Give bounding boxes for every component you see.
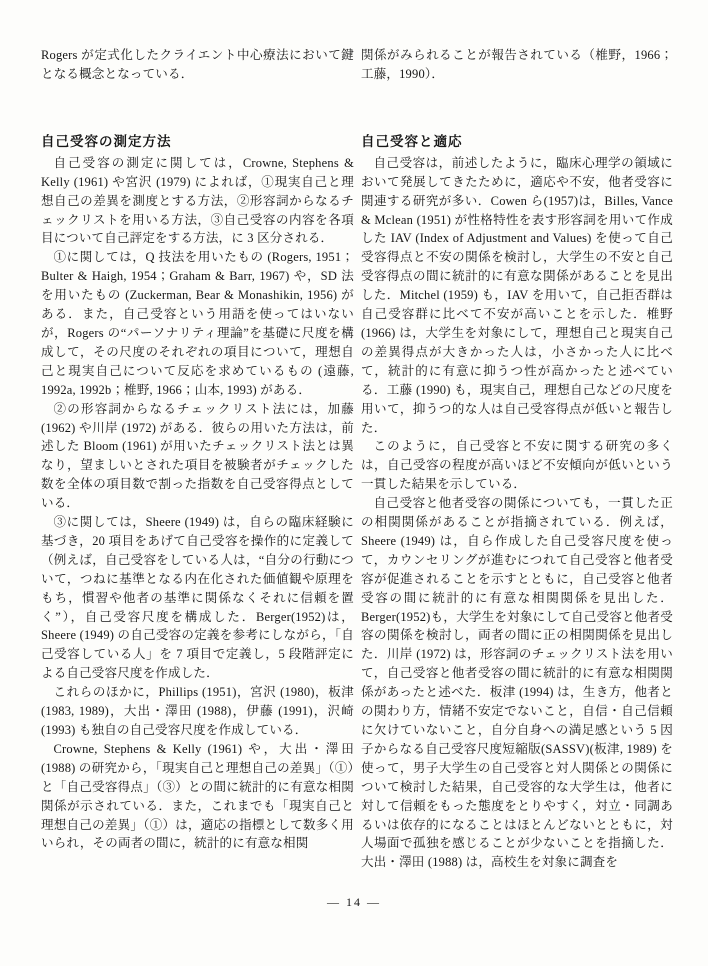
body-paragraph: これらのほかに，Phillips (1951)，宮沢 (1980)，板津 (1983, 1989)，大出・澤田 (1988)，伊藤 (1991)，沢崎 (1993) も独自の自己受容尺度を作成している． <box>41 685 354 737</box>
body-paragraph: 自己受容は，前述したように，臨床心理学の領域において発展してきたために，適応や不安，他者受容に関連する研究が多い．Cowen ら(1957)は，Billes, Vance & Mclean (1951) が性格特性を表す形容詞を用いて作成した IAV (Index of Adjustment and Values) を使って自己受容得点と不安の関係を検討し，大学生の不安と自己受容得点の間に統計的に有意な関係があることを見出した．Mitchel (1959) も，IAV を用いて，自己拒否群は自己受容群に比べて不安が高いことを示した．椎野 (1966) は，大学生を対象にして，理想自己と現実自己の差異得点が大きかった人は，小さかった人に比べて，統計的に有意に抑うつ性が高かったと述べている．工藤 (1990) も，現実自己，理想自己などの尺度を用いて，抑うつ的な人は自己受容得点が低いと報告した． <box>361 155 673 435</box>
section-heading-adjustment: 自己受容と適応 <box>361 133 463 149</box>
continued-paragraph: Rogers が定式化したクライエント中心療法において鍵となる概念となっている． <box>41 48 354 81</box>
body-paragraph: ②の形容詞からなるチェックリスト法には，加藤 (1962) や川岸 (1972) がある．彼らの用いた方法は，前述した Bloom (1961) が用いたチェックリスト法とは異なり，望ましいとされた項目を被験者がチェックした数を全体の項目数で割った指数を自己受容得点としている． <box>41 401 354 511</box>
body-paragraph: このように，自己受容と不安に関する研究の多くは，自己受容の程度が高いほど不安傾向が低いという一貫した結果を示している． <box>361 439 673 492</box>
section-heading-measurement: 自己受容の測定方法 <box>41 133 172 149</box>
body-paragraph: ③に関しては，Sheere (1949) は，自らの臨床経験に基づき，20 項目をあげて自己受容を操作的に定義して（例えば，自己受容をしている人は，“自分の行動について，つねに基準となる内在化された価値観や原理をもち，慣習や他者の基準に関係なくそれに信頼を置く”），自己受容尺度を構成した．Berger(1952)は，Sheere (1949) の自己受容の定義を参考にしながら，「自己受容している人」を 7 項目で定義し，5 段階評定による自己受容尺度を作成した． <box>41 515 354 681</box>
right-column <box>361 46 673 872</box>
body-paragraph: 自己受容の測定に関しては，Crowne, Stephens & Kelly (1961) や宮沢 (1979) によれば，①現実自己と理想自己の差異を測度とする方法，②形容詞からなるチェックリストを用いる方法，③自己受容の内容を各項目について自己評定をする方法，に 3 区分される． <box>41 155 354 246</box>
body-paragraph: Crowne, Stephens & Kelly (1961) や，大出・澤田 (1988) の研究から，「現実自己と理想自己の差異」（①）と「自己受容得点」（③）との間に統計的に有意な相関関係が示されている．また，これまでも「現実自己と理想自己の差異」（①）は，適応の指標として数多く用いられ，その両者の間に，統計的に有意な相関 <box>41 741 354 851</box>
continued-paragraph: 関係がみられることが報告されている（椎野，1966；工藤，1990）． <box>361 48 673 81</box>
left-column <box>41 46 354 853</box>
body-paragraph: ①に関しては，Q 技法を用いたもの (Rogers, 1951；Bulter & Haigh, 1954；Graham & Barr, 1967) や，SD 法を用いたもの (Zuckerman, Bear & Monashikin, 1956) がある．また，自己受容という用語を使ってはいないが，Rogers の“パーソナリティ理論”を基礎に尺度を構成して，その尺度のそれぞれの項目について，理想自己と現実自己について反応を求めているもの (遠藤, 1992a, 1992b；椎野, 1966；山本, 1993) がある． <box>41 250 354 397</box>
body-paragraph: 自己受容と他者受容の関係についても，一貫した正の相関関係があることが指摘されている．例えば，Sheere (1949) は，自ら作成した自己受容尺度を使って，カウンセリングが進むにつれて自己受容と他者受容が促進されることを示すとともに，自己受容と他者受容の間に統計的に有意な相関関係を見出した．Berger(1952)も，大学生を対象にして自己受容と他者受容の関係を検討し，両者の間に正の相関関係を見出した．川岸 (1972) は，形容詞のチェックリスト法を用いて，自己受容と他者受容の間に統計的に有意な相関関係があったと述べた．板津 (1994) は，生き方，他者との関わり方，情緒不安定でないこと，自信・自己信頼に欠けていないこと，自分自身への満足感という 5 因子からなる自己受容尺度短縮版(SASSV)(板津, 1989) を使って，男子大学生の自己受容と対人関係との関係について検討した結果，自己受容的な大学生は，他者に対して信頼をもった態度をとりやすく，対立・同調あるいは依存的になることはほとんどないとともに，対人場面で孤独を感じることが少ないことを指摘した．大出・澤田 (1988) は，高校生を対象に調査を <box>361 496 673 870</box>
page-number: — 14 — <box>327 895 381 909</box>
